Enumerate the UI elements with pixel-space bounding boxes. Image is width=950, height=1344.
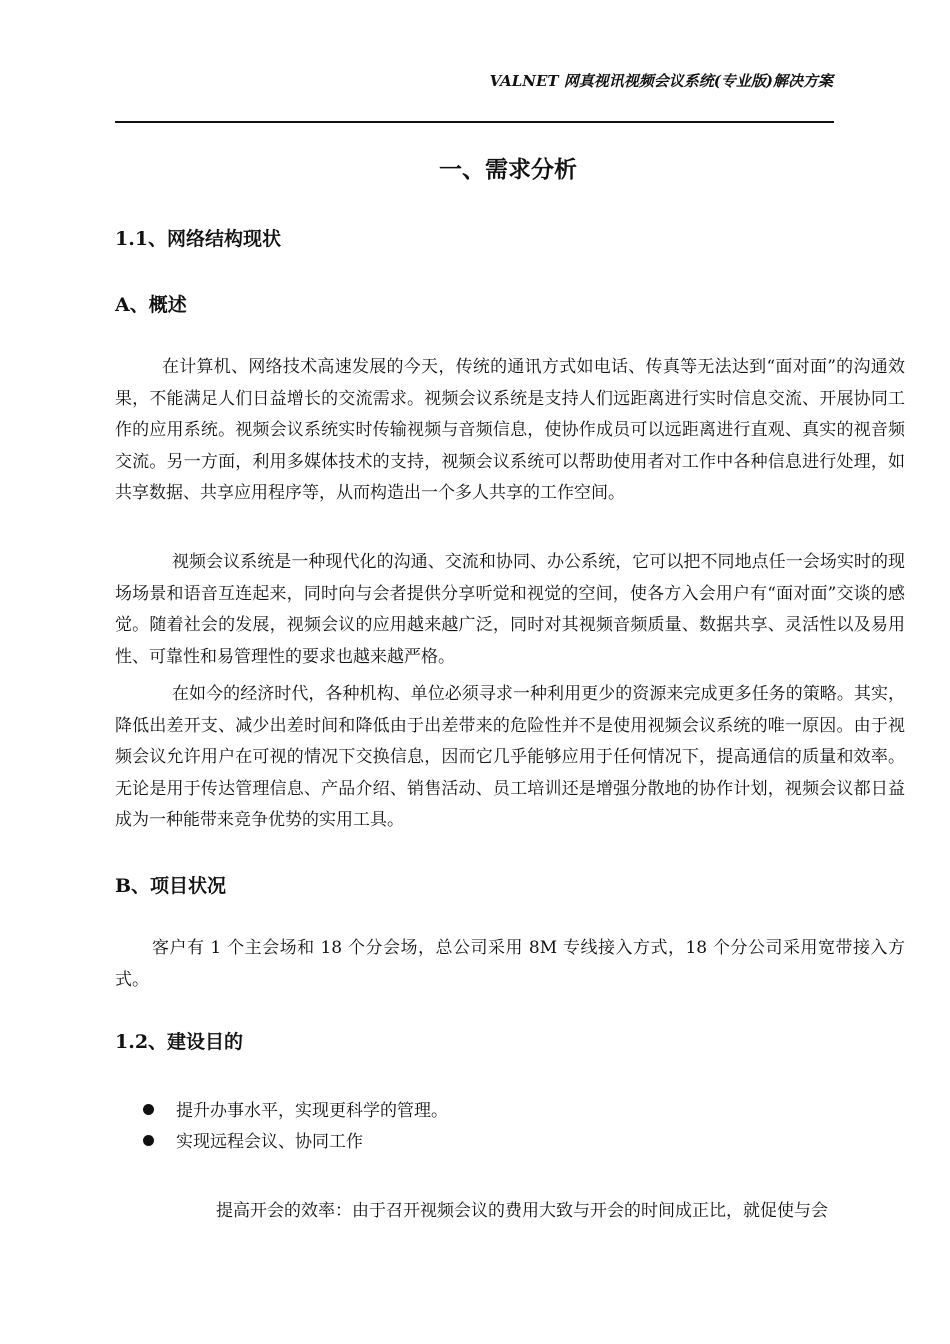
paragraph-project-status: 客户有 1 个主会场和 18 个分会场，总公司采用 8M 专线接入方式，18 个分公司采用宽带接入方式。 xyxy=(115,938,905,990)
subsection-heading-b: B、项目状况 xyxy=(115,875,227,897)
goals-list xyxy=(143,1096,448,1158)
paragraph-overview-3: 在如今的经济时代，各种机构、单位必须寻求一种利用更少的资源来完成更多任务的策略。其实，降低出差开支、减少出差时间和降低由于出差带来的危险性并不是使用视频会议系统的唯一原因。由于视频会议允许用户在可视的情况下交换信息，因而它几乎能够应用于任何情况下，提高通信的质量和效率。无论是用于传达管理信息、产品介绍、销售活动、员工培训还是增强分散地的协作计划，视频会议都日益成为一种能带来竞争优势的实用工具。 xyxy=(115,684,905,831)
list-item xyxy=(143,1096,448,1127)
document-header-title: VALNET 网真视讯视频会议系统(专业版)解决方案 xyxy=(489,72,833,90)
chapter-title: 一、需求分析 xyxy=(439,156,577,183)
list-item xyxy=(143,1127,448,1158)
paragraph-overview-1: 在计算机、网络技术高速发展的今天，传统的通讯方式如电话、传真等无法达到“面对面”的沟通效果，不能满足人们日益增长的交流需求。视频会议系统是支持人们远距离进行实时信息交流、开展协同工作的应用系统。视频会议系统实时传输视频与音频信息，使协作成员可以远距离进行直观、真实的视音频交流。另一方面，利用多媒体技术的支持，视频会议系统可以帮助使用者对工作中各种信息进行处理，如共享数据、共享应用程序等，从而构造出一个多人共享的工作空间。 xyxy=(115,357,905,504)
paragraph-efficiency-start: 提高开会的效率：由于召开视频会议的费用大致与开会的时间成正比，就促使与会 xyxy=(216,1201,828,1221)
header-divider xyxy=(115,121,834,123)
list-item-text: 实现远程会议、协同工作 xyxy=(176,1132,363,1152)
subsection-heading-a: A、概述 xyxy=(115,294,187,316)
list-item-text: 提升办事水平，实现更科学的管理。 xyxy=(176,1101,448,1121)
paragraph-overview-2: 视频会议系统是一种现代化的沟通、交流和协同、办公系统，它可以把不同地点任一会场实时的现场场景和语音互连起来，同时向与会者提供分享听觉和视觉的空间，使各方入会用户有“面对面”交谈的感觉。随着社会的发展，视频会议的应用越来越广泛，同时对其视频音频质量、数据共享、灵活性以及易用性、可靠性和易管理性的要求也越来越严格。 xyxy=(115,552,905,667)
bullet-icon xyxy=(143,1104,154,1115)
bullet-icon xyxy=(143,1135,154,1146)
section-heading-1-1: 1.1、网络结构现状 xyxy=(115,228,282,250)
section-heading-1-2: 1.2、建设目的 xyxy=(115,1031,244,1053)
